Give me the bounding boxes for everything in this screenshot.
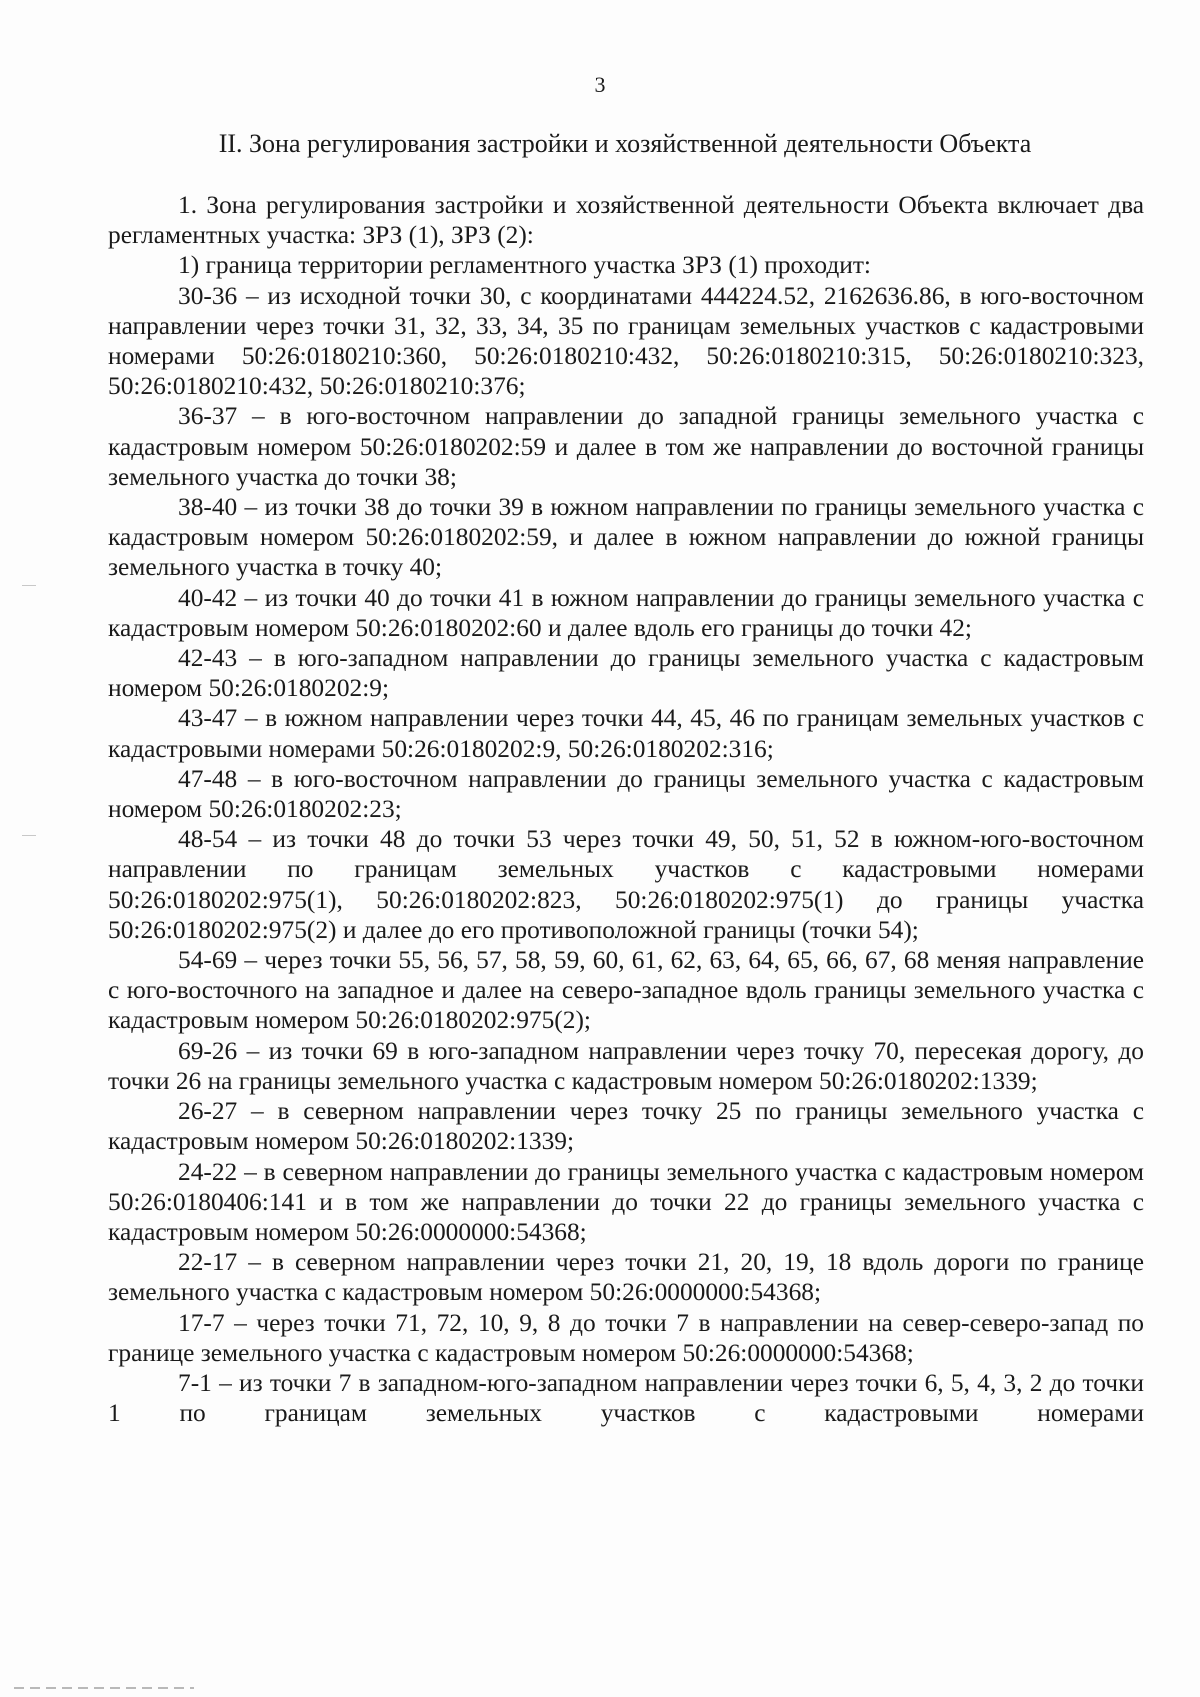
paragraph-segment-30-36: 30-36 – из исходной точки 30, с координатами 444224.52, 2162636.86, в юго-восточном направлении через точки 31, 32, 33, 34, 35 по границам земельных участков с кадастровыми номерами 50:26:0180210:360, 50:26:0180210:432, 50:26:0180210:315, 50:26:0180210:323, 50:26:0180210:432, 50:26:0180210:376;: [108, 281, 1144, 401]
paragraph-segment-7-1: 7-1 – из точки 7 в западном-юго-западном направлении через точки 6, 5, 4, 3, 2 до точки 1 по границам земельных участков с кадастровыми номерами: [108, 1368, 1144, 1428]
paragraph-zone-intro: 1. Зона регулирования застройки и хозяйственной деятельности Объекта включает два регламентных участка: ЗРЗ (1), ЗРЗ (2):: [108, 191, 1144, 250]
paragraph-segment-36-37: 36-37 – в юго-восточном направлении до западной границы земельного участка с кадастровым номером 50:26:0180202:59 и далее в том же направлении до восточной границы земельного участка до точки 38;: [108, 402, 1144, 491]
paragraph-segment-54-69: 54-69 – через точки 55, 56, 57, 58, 59, 60, 61, 62, 63, 64, 65, 66, 67, 68 меняя направление с юго-восточного на западное и далее на северо-западное вдоль границы земельного участка с кадастровым номером 50:26:0180202:975(2);: [108, 946, 1144, 1035]
paragraph-segment-69-26: 69-26 – из точки 69 в юго-западном направлении через точку 70, пересекая дорогу, до точки 26 на границы земельного участка с кадастровым номером 50:26:0180202:1339;: [108, 1036, 1144, 1095]
paragraph-segment-47-48: 47-48 – в юго-восточном направлении до границы земельного участка с кадастровым номером 50:26:0180202:23;: [108, 764, 1144, 824]
paragraph-segment-17-7: 17-7 – через точки 71, 72, 10, 9, 8 до точки 7 в направлении на север-северо-запад по границе земельного участка с кадастровым номером 50:26:0000000:54368;: [108, 1308, 1144, 1367]
paragraph-segment-38-40: 38-40 – из точки 38 до точки 39 в южном направлении по границы земельного участка с кадастровым номером 50:26:0180202:59, и далее в южном направлении до южной границы земельного участка в точку 40;: [108, 493, 1144, 582]
paragraph-segment-22-17: 22-17 – в северном направлении через точки 21, 20, 19, 18 вдоль дороги по границе земельного участка с кадастровым номером 50:26:0000000:54368;: [108, 1248, 1144, 1307]
scan-margin-mark: [22, 585, 36, 586]
section-heading: II. Зона регулирования застройки и хозяйственной деятельности Объекта: [218, 129, 1032, 158]
scan-edge-artifact: [14, 1687, 194, 1689]
paragraph-segment-42-43: 42-43 – в юго-западном направлении до границы земельного участка с кадастровым номером 50:26:0180202:9;: [108, 644, 1144, 703]
paragraph-segment-26-27: 26-27 – в северном направлении через точку 25 по границы земельного участка с кадастровым номером 50:26:0180202:1339;: [108, 1097, 1144, 1156]
paragraph-segment-24-22: 24-22 – в северном направлении до границы земельного участка с кадастровым номером 50:26:0180406:141 и в том же направлении до точки 22 до границы земельного участка с кадастровым номером 50:26:0000000:54368;: [108, 1157, 1144, 1246]
document-body: [108, 190, 1144, 1428]
paragraph-segment-43-47: 43-47 – в южном направлении через точки 44, 45, 46 по границам земельных участков с кадастровыми номерами 50:26:0180202:9, 50:26:0180202:316;: [108, 704, 1144, 763]
paragraph-zrz1-boundary-intro: 1) граница территории регламентного участка ЗРЗ (1) проходит:: [178, 251, 871, 280]
paragraph-segment-40-42: 40-42 – из точки 40 до точки 41 в южном направлении до границы земельного участка с кадастровым номером 50:26:0180202:60 и далее вдоль его границы до точки 42;: [108, 583, 1144, 642]
paragraph-segment-48-54: 48-54 – из точки 48 до точки 53 через точки 49, 50, 51, 52 в южном-юго-восточном направлении по границам земельных участков с кадастровыми номерами 50:26:0180202:975(1), 50:26:0180202:823, 50:26:0180202:975(1) до границы участка 50:26:0180202:975(2) и далее до его противоположной границы (точки 54);: [108, 825, 1144, 944]
page-number: 3: [594, 72, 606, 97]
scan-margin-mark: [22, 835, 36, 836]
